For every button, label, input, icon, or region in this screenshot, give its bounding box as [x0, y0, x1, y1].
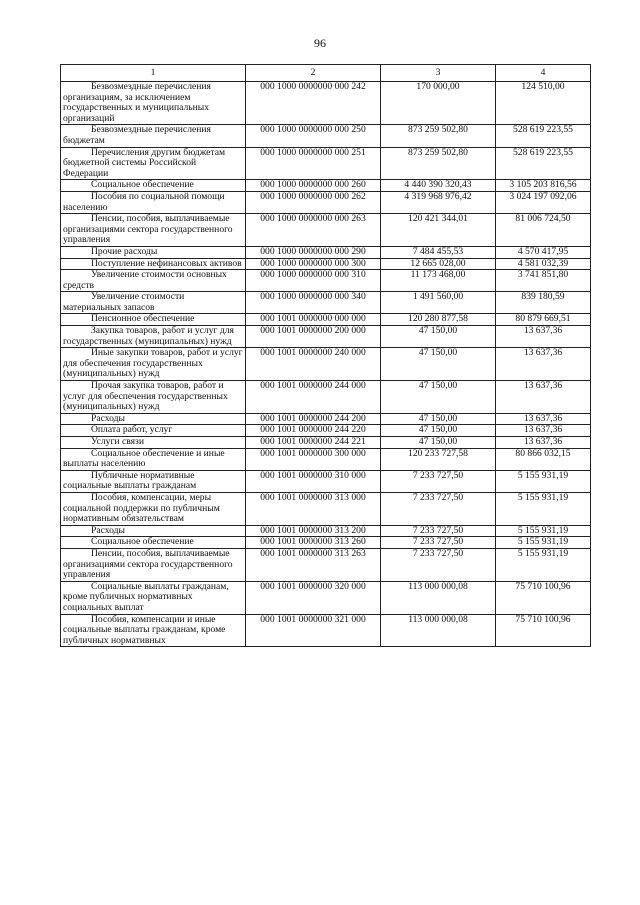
row-value-col3-cell: 7 233 727,50	[381, 525, 496, 537]
row-name-cell: Пособия, компенсации и иные социальные выплаты гражданам, кроме публичных нормативных	[61, 614, 246, 647]
table-row	[61, 82, 591, 125]
row-value-col3-cell: 7 233 727,50	[381, 537, 496, 549]
row-value-col4-cell: 5 155 931,19	[496, 492, 591, 525]
row-value-col3-cell: 47 150,00	[381, 413, 496, 425]
row-value-col4-cell: 75 710 100,96	[496, 614, 591, 647]
table-row	[61, 581, 591, 614]
row-value-col3-cell: 47 150,00	[381, 425, 496, 437]
row-code-cell: 000 1000 0000000 000 263	[246, 214, 381, 247]
row-name-cell: Прочая закупка товаров, работ и услуг для обеспечения государственных (муниципальных) нужд	[61, 381, 246, 414]
row-name-cell: Социальные выплаты гражданам, кроме публичных нормативных социальных выплат	[61, 581, 246, 614]
table-row	[61, 413, 591, 425]
table-row	[61, 437, 591, 449]
table-row	[61, 448, 591, 470]
table-row	[61, 147, 591, 180]
table-row	[61, 348, 591, 381]
row-name-cell: Перечисления другим бюджетам бюджетной системы Российской Федерации	[61, 147, 246, 180]
row-value-col4-cell: 13 637,36	[496, 348, 591, 381]
row-value-col4-cell: 13 637,36	[496, 437, 591, 449]
table-header	[61, 65, 591, 82]
table-row	[61, 470, 591, 492]
row-value-col4-cell: 75 710 100,96	[496, 581, 591, 614]
table-row	[61, 292, 591, 314]
row-value-col3-cell: 113 000 000,08	[381, 614, 496, 647]
row-value-col3-cell: 7 484 455,53	[381, 246, 496, 258]
table-row	[61, 525, 591, 537]
row-name-cell: Закупка товаров, работ и услуг для государственных (муниципальных) нужд	[61, 326, 246, 348]
row-name-cell: Поступление нефинансовых активов	[61, 258, 246, 270]
row-name-cell: Расходы	[61, 413, 246, 425]
row-code-cell: 000 1000 0000000 000 250	[246, 125, 381, 147]
table-row	[61, 326, 591, 348]
row-code-cell: 000 1001 0000000 244 220	[246, 425, 381, 437]
row-code-cell: 000 1000 0000000 000 262	[246, 191, 381, 213]
row-name-cell: Публичные нормативные социальные выплаты гражданам	[61, 470, 246, 492]
row-name-cell: Пособия по социальной помощи населению	[61, 191, 246, 213]
row-value-col4-cell: 3 024 197 092,06	[496, 191, 591, 213]
row-code-cell: 000 1001 0000000 313 263	[246, 548, 381, 581]
row-value-col3-cell: 11 173 468,00	[381, 270, 496, 292]
row-value-col3-cell: 1 491 560,00	[381, 292, 496, 314]
row-name-cell: Увеличение стоимости основных средств	[61, 270, 246, 292]
table-row	[61, 381, 591, 414]
row-value-col4-cell: 528 619 223,55	[496, 125, 591, 147]
column-header-3: 3	[381, 65, 496, 82]
row-value-col4-cell: 5 155 931,19	[496, 548, 591, 581]
row-code-cell: 000 1001 0000000 321 000	[246, 614, 381, 647]
row-value-col3-cell: 47 150,00	[381, 437, 496, 449]
table-row	[61, 548, 591, 581]
row-code-cell: 000 1001 0000000 244 200	[246, 413, 381, 425]
table-row	[61, 425, 591, 437]
table-row	[61, 180, 591, 192]
row-name-cell: Пенсии, пособия, выплачиваемые организациями сектора государственного управления	[61, 214, 246, 247]
row-value-col4-cell: 3 105 203 816,56	[496, 180, 591, 192]
row-code-cell: 000 1001 0000000 300 000	[246, 448, 381, 470]
row-value-col4-cell: 528 619 223,55	[496, 147, 591, 180]
row-code-cell: 000 1000 0000000 000 310	[246, 270, 381, 292]
row-name-cell: Услуги связи	[61, 437, 246, 449]
row-value-col3-cell: 7 233 727,50	[381, 492, 496, 525]
table-row	[61, 537, 591, 549]
table-row	[61, 270, 591, 292]
row-name-cell: Иные закупки товаров, работ и услуг для обеспечения государственных (муниципальных) нужд	[61, 348, 246, 381]
row-name-cell: Оплата работ, услуг	[61, 425, 246, 437]
row-name-cell: Увеличение стоимости материальных запасов	[61, 292, 246, 314]
row-name-cell: Социальное обеспечение	[61, 180, 246, 192]
row-value-col4-cell: 13 637,36	[496, 413, 591, 425]
row-value-col4-cell: 4 581 032,39	[496, 258, 591, 270]
row-value-col4-cell: 839 180,59	[496, 292, 591, 314]
row-name-cell: Пособия, компенсации, меры социальной поддержки по публичным нормативным обязательствам	[61, 492, 246, 525]
row-value-col4-cell: 3 741 851,80	[496, 270, 591, 292]
table-row	[61, 492, 591, 525]
row-code-cell: 000 1000 0000000 000 290	[246, 246, 381, 258]
row-name-cell: Прочие расходы	[61, 246, 246, 258]
row-value-col3-cell: 7 233 727,50	[381, 548, 496, 581]
row-code-cell: 000 1001 0000000 320 000	[246, 581, 381, 614]
row-code-cell: 000 1001 0000000 240 000	[246, 348, 381, 381]
row-name-cell: Социальное обеспечение	[61, 537, 246, 549]
row-value-col4-cell: 5 155 931,19	[496, 537, 591, 549]
row-value-col3-cell: 7 233 727,50	[381, 470, 496, 492]
row-code-cell: 000 1000 0000000 000 251	[246, 147, 381, 180]
row-value-col3-cell: 873 259 502,80	[381, 147, 496, 180]
row-value-col4-cell: 13 637,36	[496, 425, 591, 437]
header-row	[61, 65, 591, 82]
table-row	[61, 214, 591, 247]
row-code-cell: 000 1000 0000000 000 300	[246, 258, 381, 270]
row-value-col3-cell: 120 421 344,01	[381, 214, 496, 247]
row-name-cell: Социальное обеспечение и иные выплаты населению	[61, 448, 246, 470]
row-name-cell: Расходы	[61, 525, 246, 537]
page-number: 96	[314, 36, 326, 50]
row-name-cell: Безвозмездные перечисления организациям, за исключением государственных и муниципальных организаций	[61, 82, 246, 125]
row-value-col3-cell: 120 280 877,58	[381, 314, 496, 326]
row-name-cell: Пенсии, пособия, выплачиваемые организациями сектора государственного управления	[61, 548, 246, 581]
row-code-cell: 000 1001 0000000 244 000	[246, 381, 381, 414]
row-code-cell: 000 1001 0000000 313 260	[246, 537, 381, 549]
row-code-cell: 000 1001 0000000 244 221	[246, 437, 381, 449]
column-header-2: 2	[246, 65, 381, 82]
row-value-col3-cell: 47 150,00	[381, 348, 496, 381]
row-code-cell: 000 1001 0000000 313 000	[246, 492, 381, 525]
row-value-col4-cell: 4 570 417,95	[496, 246, 591, 258]
row-code-cell: 000 1001 0000000 310 000	[246, 470, 381, 492]
row-value-col3-cell: 4 440 390 320,43	[381, 180, 496, 192]
table-row	[61, 314, 591, 326]
table-row	[61, 614, 591, 647]
row-value-col3-cell: 113 000 000,08	[381, 581, 496, 614]
table-row	[61, 125, 591, 147]
column-header-1: 1	[61, 65, 246, 82]
row-value-col3-cell: 4 319 968 976,42	[381, 191, 496, 213]
column-header-4: 4	[496, 65, 591, 82]
row-value-col4-cell: 13 637,36	[496, 381, 591, 414]
row-name-cell: Пенсионное обеспечение	[61, 314, 246, 326]
row-value-col3-cell: 873 259 502,80	[381, 125, 496, 147]
table-row	[61, 258, 591, 270]
row-value-col3-cell: 47 150,00	[381, 326, 496, 348]
row-name-cell: Безвозмездные перечисления бюджетам	[61, 125, 246, 147]
row-code-cell: 000 1000 0000000 000 260	[246, 180, 381, 192]
row-value-col4-cell: 81 006 724,50	[496, 214, 591, 247]
row-code-cell: 000 1001 0000000 200 000	[246, 326, 381, 348]
row-value-col3-cell: 47 150,00	[381, 381, 496, 414]
row-value-col3-cell: 12 665 028,00	[381, 258, 496, 270]
row-value-col4-cell: 13 637,36	[496, 326, 591, 348]
row-value-col4-cell: 5 155 931,19	[496, 525, 591, 537]
table-row	[61, 246, 591, 258]
table-body	[61, 82, 591, 647]
row-code-cell: 000 1000 0000000 000 242	[246, 82, 381, 125]
row-value-col4-cell: 80 866 032,15	[496, 448, 591, 470]
row-value-col4-cell: 124 510,00	[496, 82, 591, 125]
row-value-col3-cell: 170 000,00	[381, 82, 496, 125]
budget-table	[60, 64, 591, 647]
row-value-col4-cell: 5 155 931,19	[496, 470, 591, 492]
row-code-cell: 000 1001 0000000 313 200	[246, 525, 381, 537]
row-value-col3-cell: 120 233 727,58	[381, 448, 496, 470]
row-code-cell: 000 1001 0000000 000 000	[246, 314, 381, 326]
row-code-cell: 000 1000 0000000 000 340	[246, 292, 381, 314]
row-value-col4-cell: 80 879 669,51	[496, 314, 591, 326]
table-row	[61, 191, 591, 213]
